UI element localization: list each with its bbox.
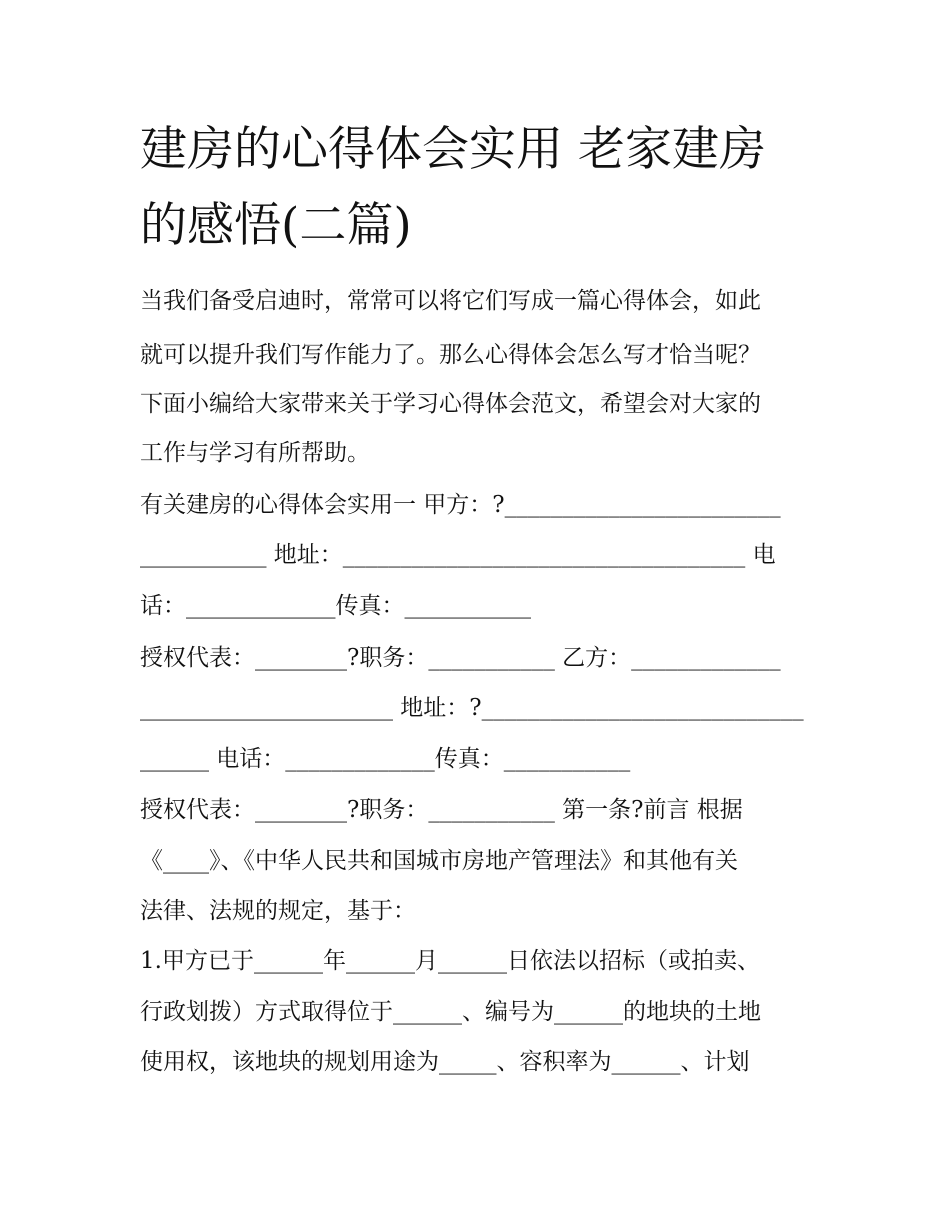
body-line: ______________________ 地址：?____________________________ [140,695,804,721]
body-line: ___________ 地址：___________________________________ 电 [140,542,776,568]
body-line: 话：_____________传真：___________ [140,593,531,619]
body-line: 行政划拨）方式取得位于______、编号为______的地块的土地 [140,999,761,1025]
body-line: 有关建房的心得体会实用一 甲方：?________________________ [140,492,781,518]
body-line: 《____》、《中华人民共和国城市房地产管理法》和其他有关 [140,848,738,874]
title-line-1: 建房的心得体会实用 老家建房 [140,122,766,177]
body-line: 使用权，该地块的规划用途为_____、容积率为______、计划 [140,1049,750,1075]
body-line: 法律、法规的规定，基于： [140,898,416,924]
body-line: 授权代表：________?职务：___________ 第一条?前言 根据 [140,797,743,823]
title-line-2: 的感悟(二篇) [140,198,412,253]
body-line: 就可以提升我们写作能力了。那么心得体会怎么写才恰当呢？ [140,342,761,368]
body-line: 当我们备受启迪时，常常可以将它们写成一篇心得体会，如此 [140,288,761,314]
body-line: 工作与学习有所帮助。 [140,440,370,466]
body-line: 授权代表：________?职务：___________ 乙方：_____________ [140,645,781,671]
body-line: 1.甲方已于______年______月______日依法以招标（或拍卖、 [140,948,760,974]
document-title [140,112,840,264]
body-line: ______ 电话：_____________传真：___________ [140,746,631,772]
body-line: 下面小编给大家带来关于学习心得体会范文，希望会对大家的 [140,391,761,417]
